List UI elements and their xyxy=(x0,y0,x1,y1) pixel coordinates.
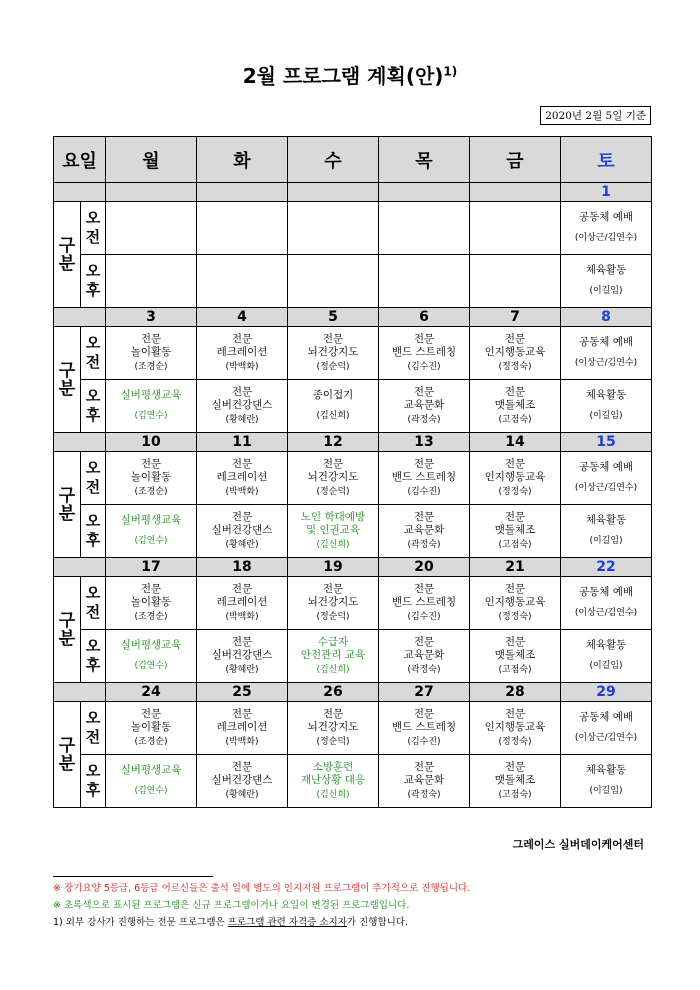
program-cell-sat xyxy=(561,452,652,505)
date-cell-fri: 28 xyxy=(470,683,561,702)
program-cell-thu xyxy=(379,380,470,433)
instructor-name: (고점숙) xyxy=(498,664,532,675)
program-cell-tue xyxy=(197,380,288,433)
program-cell-tue xyxy=(197,202,288,255)
schedule-body xyxy=(54,183,652,808)
program-title: 전문 놀이활동 xyxy=(130,707,172,733)
program-cell-mon xyxy=(106,255,197,308)
program-title: 공동체 예배 xyxy=(578,586,634,598)
program-cell-tue xyxy=(197,505,288,558)
date-cell-mon xyxy=(106,183,197,202)
date-row xyxy=(54,683,652,702)
program-cell-mon xyxy=(106,327,197,380)
instructor-name: (이상근/김연수) xyxy=(574,733,638,743)
instructor-name: (곽정숙) xyxy=(407,414,441,425)
program-title: 전문 맷돌체조 xyxy=(494,510,536,536)
program-title: 수급자 안전관리 교육 xyxy=(300,635,366,661)
instructor-name: (곽정숙) xyxy=(407,539,441,550)
header-day-fri: 금 xyxy=(470,137,561,183)
date-cell-wed: 19 xyxy=(288,558,379,577)
date-cell-fri: 14 xyxy=(470,433,561,452)
program-title: 실버평생교육 xyxy=(120,639,182,651)
am-label: 오 전 xyxy=(81,577,106,630)
instructor-name: (정정숙) xyxy=(498,486,532,497)
note-instructors-text: 1) 외부 강사가 진행하는 전문 프로그램은 xyxy=(53,917,228,928)
program-title: 전문 인지행동교육 xyxy=(484,582,546,608)
program-cell-thu xyxy=(379,702,470,755)
program-cell-wed xyxy=(288,452,379,505)
program-title: 체육활동 xyxy=(585,389,627,401)
program-cell-mon xyxy=(106,202,197,255)
instructor-name: (정정숙) xyxy=(498,611,532,622)
date-row xyxy=(54,308,652,327)
program-title: 전문 실버건강댄스 xyxy=(211,385,273,411)
header-day-sat: 토 xyxy=(561,137,652,183)
am-label: 오 전 xyxy=(81,202,106,255)
program-cell-mon xyxy=(106,577,197,630)
program-cell-wed xyxy=(288,505,379,558)
program-cell-tue xyxy=(197,327,288,380)
program-title: 전문 맷돌체조 xyxy=(494,385,536,411)
instructor-name: (이길임) xyxy=(589,411,623,421)
date-cell-sat: 22 xyxy=(561,558,652,577)
program-title: 전문 실버건강댄스 xyxy=(211,760,273,786)
program-title: 공동체 예배 xyxy=(578,461,634,473)
date-row xyxy=(54,433,652,452)
date-row xyxy=(54,558,652,577)
program-title: 체육활동 xyxy=(585,514,627,526)
program-cell-fri xyxy=(470,702,561,755)
program-cell-sat xyxy=(561,630,652,683)
date-cell-sat: 29 xyxy=(561,683,652,702)
program-cell-mon xyxy=(106,505,197,558)
note-grade: ※ 장기요양 5등급, 6등급 어르신들은 출석 일에 별도의 인지지원 프로그램이 추가적으로 진행됩니다. xyxy=(53,883,471,894)
date-cell-sat: 15 xyxy=(561,433,652,452)
instructor-name: (김연수) xyxy=(134,411,168,421)
instructor-name: (정정숙) xyxy=(498,361,532,372)
instructor-name: (조경순) xyxy=(134,611,168,622)
instructor-name: (김신희) xyxy=(316,789,350,800)
instructor-name: (조경순) xyxy=(134,486,168,497)
program-cell-wed xyxy=(288,202,379,255)
instructor-name: (조경순) xyxy=(134,736,168,747)
date-row-blank xyxy=(54,558,106,577)
pm-row xyxy=(54,380,652,433)
program-cell-sat xyxy=(561,380,652,433)
program-cell-tue xyxy=(197,755,288,808)
program-cell-sat xyxy=(561,577,652,630)
gubun-label: 구 분 xyxy=(54,452,81,558)
program-title: 전문 놀이활동 xyxy=(130,332,172,358)
header-row xyxy=(54,137,652,183)
instructor-name: (김연수) xyxy=(134,786,168,796)
program-cell-sat xyxy=(561,255,652,308)
program-title: 전문 레크레이션 xyxy=(216,707,268,733)
instructor-name: (박백화) xyxy=(225,361,259,372)
program-title: 전문 맷돌체조 xyxy=(494,635,536,661)
program-title: 전문 인지행동교육 xyxy=(484,707,546,733)
program-title: 전문 뇌건강지도 xyxy=(307,582,359,608)
instructor-name: (고점숙) xyxy=(498,789,532,800)
date-cell-mon: 24 xyxy=(106,683,197,702)
am-row xyxy=(54,202,652,255)
program-title: 공동체 예배 xyxy=(578,711,634,723)
instructor-name: (황혜란) xyxy=(225,539,259,550)
program-title: 실버평생교육 xyxy=(120,764,182,776)
header-day-thu: 목 xyxy=(379,137,470,183)
instructor-name: (이상근/김연수) xyxy=(574,483,638,493)
instructor-name: (이상근/김연수) xyxy=(574,233,638,243)
date-cell-mon: 3 xyxy=(106,308,197,327)
date-cell-tue: 18 xyxy=(197,558,288,577)
program-title: 전문 놀이활동 xyxy=(130,457,172,483)
program-cell-thu xyxy=(379,202,470,255)
program-title: 체육활동 xyxy=(585,264,627,276)
program-cell-wed xyxy=(288,380,379,433)
program-title: 공동체 예배 xyxy=(578,336,634,348)
date-cell-tue: 4 xyxy=(197,308,288,327)
am-label: 오 전 xyxy=(81,327,106,380)
date-cell-wed: 12 xyxy=(288,433,379,452)
instructor-name: (조경순) xyxy=(134,361,168,372)
program-cell-fri xyxy=(470,327,561,380)
program-title: 체육활동 xyxy=(585,639,627,651)
program-cell-fri xyxy=(470,255,561,308)
instructor-name: (김수진) xyxy=(407,611,441,622)
date-row-blank xyxy=(54,308,106,327)
instructor-name: (정순덕) xyxy=(316,486,350,497)
program-cell-thu xyxy=(379,327,470,380)
program-cell-tue xyxy=(197,452,288,505)
program-title: 전문 밴드 스트레칭 xyxy=(391,707,457,733)
date-cell-mon: 10 xyxy=(106,433,197,452)
date-row-blank xyxy=(54,683,106,702)
gubun-label: 구 분 xyxy=(54,702,81,808)
header-yoil: 요일 xyxy=(54,137,106,183)
program-cell-sat xyxy=(561,327,652,380)
program-title: 전문 레크레이션 xyxy=(216,582,268,608)
program-cell-fri xyxy=(470,577,561,630)
instructor-name: (이상근/김연수) xyxy=(574,608,638,618)
instructor-name: (고점숙) xyxy=(498,539,532,550)
instructor-name: (김수진) xyxy=(407,361,441,372)
program-cell-tue xyxy=(197,702,288,755)
instructor-name: (이길임) xyxy=(589,286,623,296)
program-cell-mon xyxy=(106,452,197,505)
date-cell-mon: 17 xyxy=(106,558,197,577)
am-row xyxy=(54,702,652,755)
program-cell-thu xyxy=(379,630,470,683)
program-cell-wed xyxy=(288,630,379,683)
pm-label: 오 후 xyxy=(81,380,106,433)
program-title: 전문 뇌건강지도 xyxy=(307,707,359,733)
program-cell-tue xyxy=(197,255,288,308)
program-cell-wed xyxy=(288,255,379,308)
instructor-name: (정순덕) xyxy=(316,361,350,372)
program-cell-sat xyxy=(561,755,652,808)
program-title: 체육활동 xyxy=(585,764,627,776)
instructor-name: (정정숙) xyxy=(498,736,532,747)
instructor-name: (정순덕) xyxy=(316,736,350,747)
date-row xyxy=(54,183,652,202)
instructor-name: (박백화) xyxy=(225,486,259,497)
program-title: 공동체 예배 xyxy=(578,211,634,223)
instructor-name: (김신희) xyxy=(316,539,350,550)
program-title: 전문 교육문화 xyxy=(403,635,445,661)
program-cell-thu xyxy=(379,255,470,308)
program-cell-fri xyxy=(470,202,561,255)
program-cell-thu xyxy=(379,452,470,505)
title-footnote-mark: 1) xyxy=(443,64,458,79)
date-cell-wed: 26 xyxy=(288,683,379,702)
date-cell-sat: 8 xyxy=(561,308,652,327)
am-row xyxy=(54,577,652,630)
header-day-wed: 수 xyxy=(288,137,379,183)
instructor-name: (김수진) xyxy=(407,736,441,747)
program-title: 전문 놀이활동 xyxy=(130,582,172,608)
date-cell-fri xyxy=(470,183,561,202)
program-cell-wed xyxy=(288,702,379,755)
program-cell-fri xyxy=(470,630,561,683)
program-cell-fri xyxy=(470,505,561,558)
program-title: 전문 인지행동교육 xyxy=(484,332,546,358)
gubun-label: 구 분 xyxy=(54,202,81,308)
instructor-name: (김연수) xyxy=(134,661,168,671)
date-cell-tue xyxy=(197,183,288,202)
date-row-blank xyxy=(54,183,106,202)
pm-row xyxy=(54,755,652,808)
instructor-name: (김연수) xyxy=(134,536,168,546)
header-day-tue: 화 xyxy=(197,137,288,183)
program-cell-mon xyxy=(106,630,197,683)
instructor-name: (곽정숙) xyxy=(407,789,441,800)
instructor-name: (박백화) xyxy=(225,736,259,747)
schedule-table xyxy=(53,136,652,808)
program-title: 노인 학대예방 및 인권교육 xyxy=(300,510,366,536)
footnote-divider xyxy=(53,876,213,877)
program-title: 전문 레크레이션 xyxy=(216,457,268,483)
program-cell-fri xyxy=(470,452,561,505)
gubun-label: 구 분 xyxy=(54,327,81,433)
instructor-name: (고점숙) xyxy=(498,414,532,425)
program-cell-thu xyxy=(379,505,470,558)
program-title: 전문 뇌건강지도 xyxy=(307,457,359,483)
date-cell-thu: 13 xyxy=(379,433,470,452)
program-title: 전문 실버건강댄스 xyxy=(211,635,273,661)
program-cell-sat xyxy=(561,202,652,255)
gubun-label: 구 분 xyxy=(54,577,81,683)
am-row xyxy=(54,452,652,505)
program-cell-wed xyxy=(288,327,379,380)
pm-label: 오 후 xyxy=(81,755,106,808)
program-cell-fri xyxy=(470,380,561,433)
date-cell-sat: 1 xyxy=(561,183,652,202)
program-title: 전문 실버건강댄스 xyxy=(211,510,273,536)
instructor-name: (황혜란) xyxy=(225,414,259,425)
date-row-blank xyxy=(54,433,106,452)
instructor-name: (이길임) xyxy=(589,536,623,546)
note-instructors xyxy=(53,914,470,931)
date-cell-fri: 7 xyxy=(470,308,561,327)
program-title: 종이접기 xyxy=(312,389,354,401)
instructor-name: (정순덕) xyxy=(316,611,350,622)
date-cell-fri: 21 xyxy=(470,558,561,577)
program-title: 전문 밴드 스트레칭 xyxy=(391,457,457,483)
date-cell-thu: 27 xyxy=(379,683,470,702)
date-cell-thu: 20 xyxy=(379,558,470,577)
page-title xyxy=(0,60,700,89)
instructor-name: (황혜란) xyxy=(225,664,259,675)
am-label: 오 전 xyxy=(81,452,106,505)
date-cell-tue: 11 xyxy=(197,433,288,452)
note-instructors-tail: 가 진행합니다. xyxy=(346,917,408,928)
program-cell-sat xyxy=(561,702,652,755)
header-day-mon: 월 xyxy=(106,137,197,183)
date-cell-wed xyxy=(288,183,379,202)
program-cell-fri xyxy=(470,755,561,808)
program-title: 전문 밴드 스트레칭 xyxy=(391,582,457,608)
program-title: 전문 맷돌체조 xyxy=(494,760,536,786)
program-cell-thu xyxy=(379,577,470,630)
date-cell-thu xyxy=(379,183,470,202)
pm-label: 오 후 xyxy=(81,505,106,558)
program-title: 실버평생교육 xyxy=(120,514,182,526)
date-cell-thu: 6 xyxy=(379,308,470,327)
program-cell-mon xyxy=(106,380,197,433)
program-title: 전문 레크레이션 xyxy=(216,332,268,358)
instructor-name: (이길임) xyxy=(589,661,623,671)
pm-row xyxy=(54,255,652,308)
instructor-name: (이상근/김연수) xyxy=(574,358,638,368)
date-cell-wed: 5 xyxy=(288,308,379,327)
pm-row xyxy=(54,630,652,683)
program-title: 전문 인지행동교육 xyxy=(484,457,546,483)
instructor-name: (이길임) xyxy=(589,786,623,796)
program-cell-thu xyxy=(379,755,470,808)
instructor-name: (김신희) xyxy=(316,411,350,421)
program-title: 전문 교육문화 xyxy=(403,510,445,536)
pm-row xyxy=(54,505,652,558)
title-text: 2월 프로그램 계획(안) xyxy=(242,64,444,88)
instructor-name: (황혜란) xyxy=(225,789,259,800)
program-cell-wed xyxy=(288,577,379,630)
note-instructors-underlined: 프로그램 관련 자격증 소지자 xyxy=(227,917,347,928)
program-title: 소방훈련 재난상황 대응 xyxy=(300,760,366,786)
basis-date: 2020년 2월 5일 기준 xyxy=(540,106,651,125)
center-name: 그레이스 실버데이케어센터 xyxy=(512,838,644,851)
am-row xyxy=(54,327,652,380)
instructor-name: (김신희) xyxy=(316,664,350,675)
footnotes xyxy=(53,880,470,931)
program-cell-mon xyxy=(106,702,197,755)
program-title: 전문 뇌건강지도 xyxy=(307,332,359,358)
program-cell-wed xyxy=(288,755,379,808)
pm-label: 오 후 xyxy=(81,255,106,308)
instructor-name: (곽정숙) xyxy=(407,664,441,675)
program-cell-tue xyxy=(197,577,288,630)
program-title: 전문 밴드 스트레칭 xyxy=(391,332,457,358)
program-title: 전문 교육문화 xyxy=(403,385,445,411)
program-title: 실버평생교육 xyxy=(120,389,182,401)
program-cell-tue xyxy=(197,630,288,683)
note-green-programs: ※ 초록색으로 표시된 프로그램은 신규 프로그램이거나 요일이 변경된 프로그램입니다. xyxy=(53,900,410,911)
instructor-name: (김수진) xyxy=(407,486,441,497)
pm-label: 오 후 xyxy=(81,630,106,683)
program-cell-sat xyxy=(561,505,652,558)
am-label: 오 전 xyxy=(81,702,106,755)
program-title: 전문 교육문화 xyxy=(403,760,445,786)
program-cell-mon xyxy=(106,755,197,808)
instructor-name: (박백화) xyxy=(225,611,259,622)
date-cell-tue: 25 xyxy=(197,683,288,702)
